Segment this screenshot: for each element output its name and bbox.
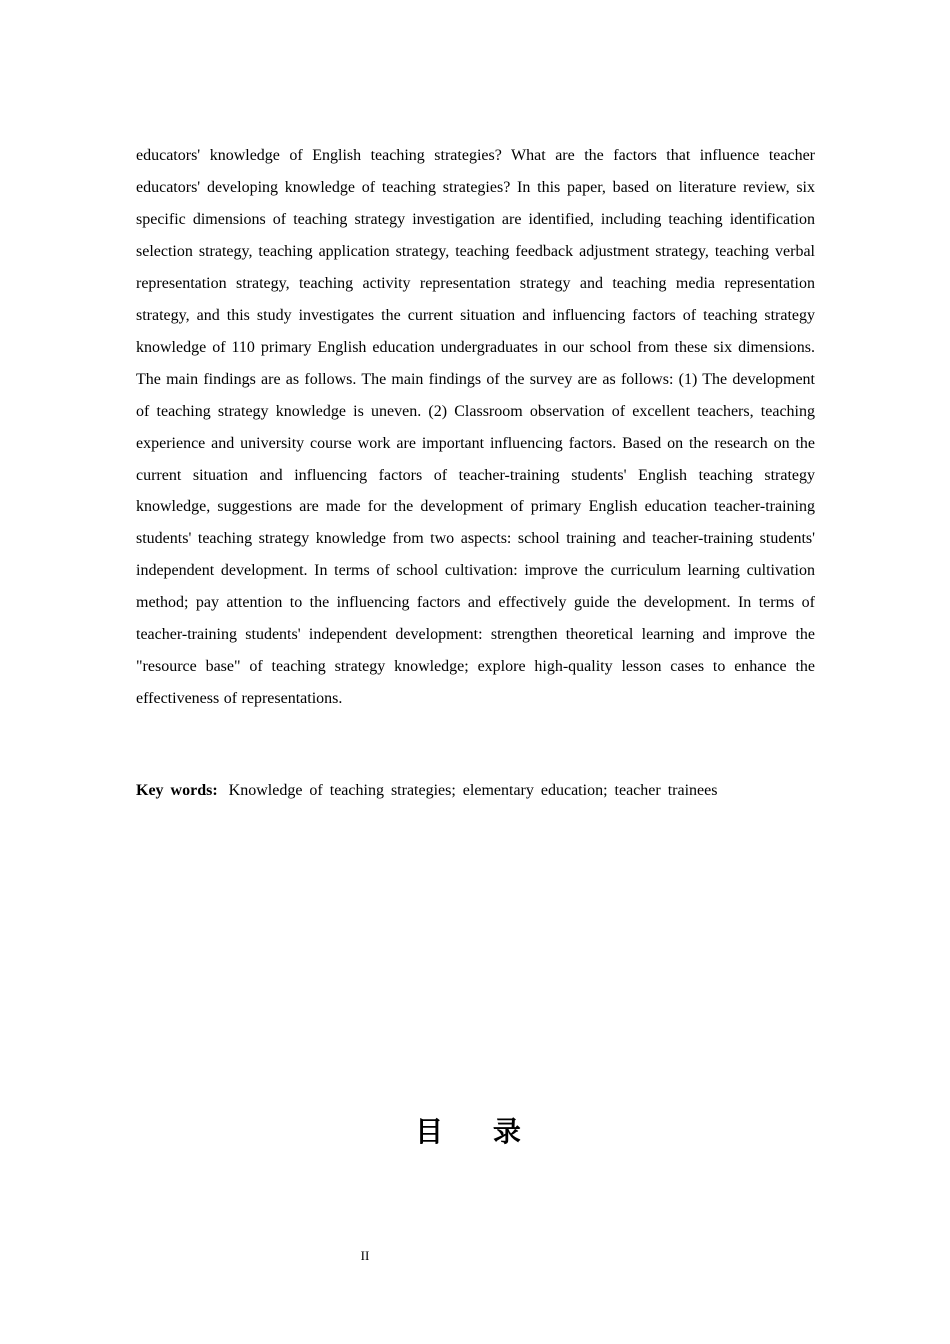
keywords-text: Knowledge of teaching strategies; elementary education; teacher trainees: [228, 782, 718, 799]
keywords-label: Key words:: [136, 782, 218, 799]
page-number: II: [360, 1248, 370, 1263]
abstract-body-text: educators' knowledge of English teaching strategies? What are the factors that influence teacher educators' developing knowledge of teaching strategies? In this paper, based on literature review, six specific dimensions of teaching strategy investigation are identified, including teaching identification selection strategy, teaching application strategy, teaching feedback adjustment strategy, teaching verbal representation strategy, teaching activity representation strategy and teaching media representation strategy, and this study investigates the current situation and influencing factors of teaching strategy knowledge of 110 primary English education undergraduates in our school from these six dimensions. The main findings are as follows. The main findings of the survey are as follows: (1) The development of teaching strategy knowledge is uneven. (2) Classroom observation of excellent teachers, teaching experience and university course work are important influencing factors. Based on the research on the current situation and influencing factors of teacher-training students' English teaching strategy knowledge, suggestions are made for the development of primary English education teacher-training students' teaching strategy knowledge from two aspects: school training and teacher-training students' independent development. In terms of school cultivation: improve the curriculum learning cultivation method; pay attention to the influencing factors and effectively guide the development. In terms of teacher-training students' independent development: strengthen theoretical learning and improve the "resource base" of teaching strategy knowledge; explore high-quality lesson cases to enhance the effectiveness of representations.: [136, 147, 815, 708]
keywords-line: [136, 777, 815, 805]
table-of-contents-title: 目 录: [415, 1115, 541, 1148]
